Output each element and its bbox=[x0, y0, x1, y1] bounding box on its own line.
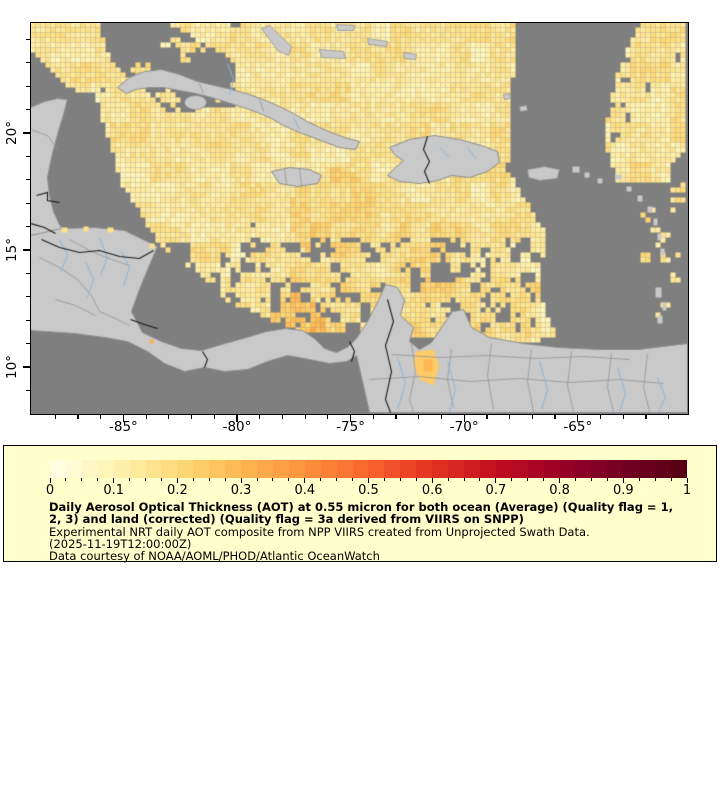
y-axis-minor-tick bbox=[26, 62, 30, 63]
colorbar-minor-tick bbox=[671, 478, 672, 481]
caption-title-line1: Daily Aerosol Optical Thickness (AOT) at 0.55 micron for both ocean (Average) (Quality flag = 1, bbox=[49, 500, 673, 514]
colorbar-block bbox=[639, 460, 655, 478]
colorbar-block bbox=[98, 460, 114, 478]
y-axis-minor-tick bbox=[26, 320, 30, 321]
colorbar-block bbox=[464, 460, 480, 478]
y-axis-minor-tick bbox=[26, 39, 30, 40]
colorbar-minor-tick bbox=[448, 478, 449, 481]
colorbar-block bbox=[289, 460, 305, 478]
colorbar-minor-tick bbox=[145, 478, 146, 481]
colorbar-block bbox=[114, 460, 130, 478]
x-axis-minor-tick bbox=[305, 415, 306, 419]
colorbar-minor-tick bbox=[591, 478, 592, 481]
caption-subtitle: Experimental NRT daily AOT composite from NPP VIIRS created from Unprojected Swath Data. bbox=[49, 524, 590, 539]
x-axis-minor-tick bbox=[623, 415, 624, 419]
colorbar-tick-label: 0.4 bbox=[294, 483, 316, 498]
colorbar-tick-label: 1 bbox=[682, 483, 692, 498]
x-axis-minor-tick bbox=[55, 415, 56, 419]
y-axis-tick-label bbox=[3, 110, 21, 156]
colorbar-block bbox=[257, 460, 273, 478]
colorbar-block bbox=[305, 460, 321, 478]
colorbar-block bbox=[66, 460, 82, 478]
colorbar-minor-tick bbox=[65, 478, 66, 481]
y-axis-minor-tick bbox=[26, 86, 30, 87]
caption-timestamp: (2025-11-19T12:00:00Z) bbox=[49, 536, 192, 551]
colorbar-block bbox=[544, 460, 560, 478]
colorbar-block bbox=[321, 460, 337, 478]
colorbar-block bbox=[177, 460, 193, 478]
x-axis-minor-tick bbox=[191, 415, 192, 419]
colorbar-tick-label: 0.1 bbox=[103, 483, 125, 498]
colorbar-block bbox=[655, 460, 671, 478]
colorbar-block bbox=[623, 460, 639, 478]
colorbar-tick-label: 0 bbox=[45, 483, 55, 498]
colorbar-block bbox=[448, 460, 464, 478]
colorbar-block bbox=[273, 460, 289, 478]
y-axis-tick-label-text: 10° bbox=[4, 355, 20, 379]
caption-title-line2: 2, 3) and land (corrected) (Quality flag = 3a derived from VIIRS on SNPP) bbox=[49, 512, 524, 527]
colorbar-block bbox=[82, 460, 98, 478]
x-axis-minor-tick bbox=[532, 415, 533, 419]
colorbar-minor-tick bbox=[161, 478, 162, 481]
colorbar-minor-tick bbox=[416, 478, 417, 481]
y-axis-minor-tick bbox=[26, 343, 30, 344]
colorbar-tick-label: 0.8 bbox=[549, 483, 570, 498]
legend-panel bbox=[3, 445, 717, 562]
colorbar-block bbox=[161, 460, 177, 478]
colorbar-minor-tick bbox=[464, 478, 465, 481]
colorbar-minor-tick bbox=[384, 478, 385, 481]
colorbar-block bbox=[193, 460, 209, 478]
colorbar-block bbox=[50, 460, 66, 478]
colorbar-block bbox=[225, 460, 241, 478]
x-axis-minor-tick bbox=[645, 415, 646, 419]
colorbar-minor-tick bbox=[543, 478, 544, 481]
x-axis-tick-label: -65° bbox=[563, 419, 593, 435]
y-axis-minor-tick bbox=[26, 109, 30, 110]
x-axis-tick-label: -70° bbox=[449, 419, 479, 435]
x-axis-minor-tick bbox=[77, 415, 78, 419]
x-axis-tick-label: -75° bbox=[336, 419, 365, 435]
colorbar-block bbox=[528, 460, 544, 478]
colorbar-minor-tick bbox=[607, 478, 608, 481]
colorbar-minor-tick bbox=[209, 478, 210, 481]
colorbar-block bbox=[496, 460, 512, 478]
colorbar-minor-tick bbox=[639, 478, 640, 481]
colorbar-minor-tick bbox=[511, 478, 512, 481]
x-axis-minor-tick bbox=[395, 415, 396, 419]
y-axis-major-tick bbox=[23, 132, 30, 133]
y-axis-minor-tick bbox=[26, 156, 30, 157]
colorbar-block bbox=[560, 460, 576, 478]
aot-colorbar bbox=[50, 460, 687, 478]
colorbar-tick-label: 0.6 bbox=[421, 483, 443, 498]
colorbar-minor-tick bbox=[257, 478, 258, 481]
x-axis-minor-tick bbox=[418, 415, 419, 419]
colorbar-block bbox=[400, 460, 416, 478]
x-axis-minor-tick bbox=[168, 415, 169, 419]
y-axis-minor-tick bbox=[26, 273, 30, 274]
colorbar-minor-tick bbox=[129, 478, 130, 481]
colorbar-tick-label: 0.9 bbox=[612, 483, 634, 498]
colorbar-block bbox=[512, 460, 528, 478]
colorbar-tick-label: 0.7 bbox=[485, 483, 507, 498]
colorbar-minor-tick bbox=[400, 478, 401, 481]
colorbar-block bbox=[384, 460, 400, 478]
colorbar-block bbox=[368, 460, 384, 478]
colorbar-tick-label: 0.3 bbox=[230, 483, 252, 498]
legend-caption bbox=[49, 501, 673, 562]
colorbar-minor-tick bbox=[655, 478, 656, 481]
colorbar-minor-tick bbox=[288, 478, 289, 481]
y-axis-minor-tick bbox=[26, 226, 30, 227]
colorbar-block bbox=[591, 460, 607, 478]
colorbar-tick-label: 0.2 bbox=[167, 483, 188, 498]
colorbar-block bbox=[607, 460, 623, 478]
colorbar-block bbox=[130, 460, 146, 478]
colorbar-block bbox=[146, 460, 162, 478]
colorbar-minor-tick bbox=[193, 478, 194, 481]
colorbar-block bbox=[416, 460, 432, 478]
x-axis-minor-tick bbox=[282, 415, 283, 419]
colorbar-minor-tick bbox=[575, 478, 576, 481]
colorbar-minor-tick bbox=[336, 478, 337, 481]
colorbar-block bbox=[480, 460, 496, 478]
x-axis-minor-tick bbox=[668, 415, 669, 419]
colorbar-block bbox=[209, 460, 225, 478]
y-axis-tick-label bbox=[3, 344, 21, 390]
colorbar-minor-tick bbox=[352, 478, 353, 481]
colorbar-minor-tick bbox=[272, 478, 273, 481]
caption-credit: Data courtesy of NOAA/AOML/PHOD/Atlantic OceanWatch bbox=[49, 549, 380, 564]
map-frame bbox=[30, 22, 689, 415]
y-axis-minor-tick bbox=[26, 203, 30, 204]
x-axis-tick-label: -85° bbox=[108, 419, 138, 435]
colorbar-block bbox=[575, 460, 591, 478]
colorbar-block bbox=[432, 460, 448, 478]
colorbar-minor-tick bbox=[97, 478, 98, 481]
x-axis-tick-label: -80° bbox=[222, 419, 252, 435]
colorbar-minor-tick bbox=[81, 478, 82, 481]
colorbar-block bbox=[671, 460, 687, 478]
colorbar-block bbox=[337, 460, 353, 478]
colorbar-tick-label: 0.5 bbox=[358, 483, 379, 498]
colorbar-block bbox=[353, 460, 369, 478]
y-axis-tick-label bbox=[3, 227, 21, 273]
y-axis-major-tick bbox=[23, 249, 30, 250]
y-axis-tick-label-text: 15° bbox=[4, 238, 20, 262]
aot-map-canvas bbox=[31, 23, 687, 413]
y-axis-minor-tick bbox=[26, 179, 30, 180]
colorbar-minor-tick bbox=[527, 478, 528, 481]
y-axis-major-tick bbox=[23, 366, 30, 367]
colorbar-block bbox=[241, 460, 257, 478]
y-axis-tick-label-text: 20° bbox=[4, 121, 20, 145]
colorbar-minor-tick bbox=[225, 478, 226, 481]
x-axis-minor-tick bbox=[509, 415, 510, 419]
colorbar-minor-tick bbox=[479, 478, 480, 481]
y-axis-minor-tick bbox=[26, 296, 30, 297]
colorbar-minor-tick bbox=[320, 478, 321, 481]
y-axis-minor-tick bbox=[26, 390, 30, 391]
